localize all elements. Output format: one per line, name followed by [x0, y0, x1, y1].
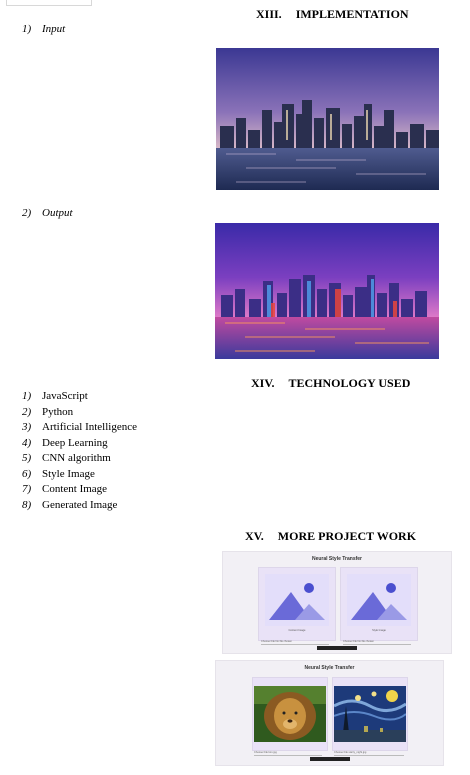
- list-item: 1) JavaScript: [22, 390, 88, 402]
- style-file-input[interactable]: Choose File starry_night.jpg: [334, 751, 404, 756]
- app-title: Neural Style Transfer: [304, 665, 355, 671]
- transfer-button[interactable]: [310, 757, 350, 761]
- content-image-panel: [258, 567, 336, 641]
- image-placeholder-icon: [347, 574, 411, 626]
- style-image-panel: [340, 567, 418, 641]
- style-image-label: Style Image: [372, 629, 386, 632]
- section-heading-implementation: XIII. IMPLEMENTATION: [256, 7, 409, 21]
- transfer-button[interactable]: [317, 646, 357, 650]
- app-title: Neural Style Transfer: [311, 556, 363, 562]
- list-item: 7) Content Image: [22, 483, 108, 495]
- style-image-panel: [332, 677, 408, 751]
- section-heading-technology: XIV. TECHNOLOGY USED: [251, 376, 411, 390]
- section-heading-more-work: XV. MORE PROJECT WORK: [245, 529, 417, 543]
- content-image-label: Content Image: [288, 629, 306, 632]
- list-item: 5) CNN algorithm: [22, 452, 111, 464]
- list-item: 8) Generated Image: [22, 498, 118, 511]
- technology-list: [22, 389, 137, 513]
- list-item: 6) Style Image: [22, 467, 95, 480]
- app-screenshot-empty: [222, 551, 452, 654]
- list-item: 4) Deep Learning: [22, 436, 108, 449]
- header-rule: [6, 0, 92, 6]
- subsection-input: 1) Input: [22, 23, 66, 35]
- list-item: 3) Artificial Intelligence: [22, 421, 137, 433]
- content-file-input[interactable]: Choose File lion.jpg: [254, 751, 322, 756]
- list-item: 2) Python: [22, 405, 74, 418]
- starry-night-image: [334, 686, 406, 742]
- lion-image: [254, 686, 326, 742]
- image-placeholder-icon: [265, 574, 329, 626]
- subsection-output: 2) Output: [22, 207, 73, 219]
- output-image: [215, 223, 439, 359]
- app-screenshot-loaded: [215, 660, 444, 766]
- style-file-input[interactable]: Choose File No file chosen: [343, 640, 411, 645]
- content-file-input[interactable]: Choose File No file chosen: [261, 640, 329, 645]
- input-image: [216, 48, 439, 190]
- content-image-panel: [252, 677, 328, 751]
